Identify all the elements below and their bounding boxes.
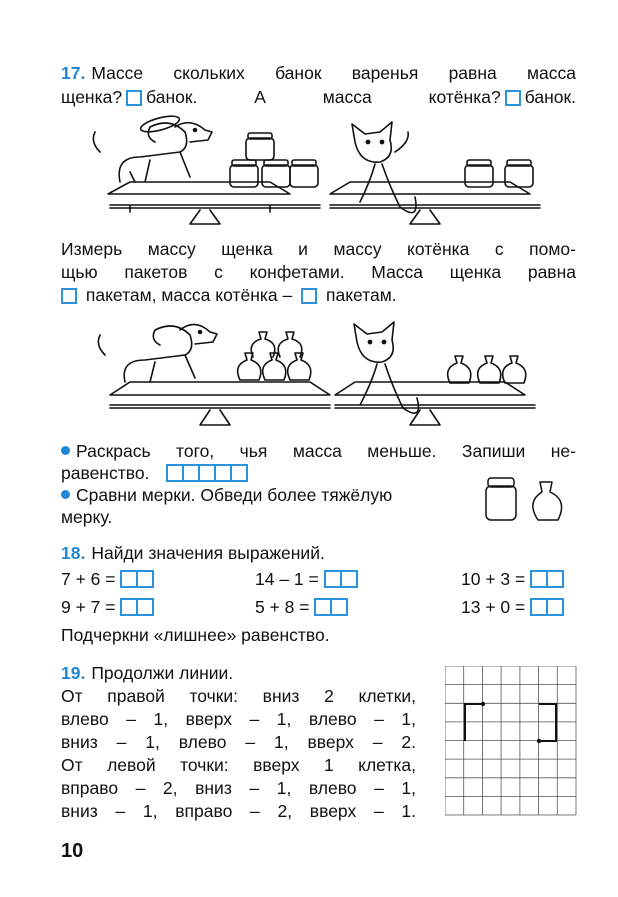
bag-icon [533, 482, 562, 520]
task17-line4: щью пакетов с конфетами. Масса щенка равна [61, 262, 576, 282]
task19-line6: вниз – 1, вправо – 2, вверх – 1. [61, 801, 416, 821]
task19-line3: вниз – 1, влево – 1, вверх – 2. [61, 732, 416, 752]
answer-cells[interactable] [530, 598, 564, 616]
answer-cells[interactable] [120, 598, 154, 616]
jar-and-bag-measures[interactable] [482, 474, 574, 524]
bullet-icon [61, 490, 70, 499]
bullet2-line2: мерку. [61, 507, 113, 527]
bullet1-line1: Раскрась того, чья масса меньше. Запиши не- [61, 440, 576, 462]
expression-3: 10 + 3 = [461, 568, 564, 590]
expression-6: 13 + 0 = [461, 596, 564, 618]
scales-bags-illustration [95, 310, 545, 430]
answer-box-puppy-jars[interactable] [126, 90, 142, 106]
expression-1: 7 + 6 = [61, 568, 154, 590]
task19-line4: От левой точки: вверх 1 клетка, [61, 755, 416, 775]
inequality-answer-cells[interactable] [166, 464, 248, 482]
task17-line1: 17. Массе скольких банок варенья равна масса [61, 63, 576, 83]
answer-cells[interactable] [530, 570, 564, 588]
task17-line3: Измерь массу щенка и массу котёнка с помо- [61, 239, 576, 259]
task18-underline: Подчеркни «лишнее» равенство. [61, 625, 330, 645]
answer-cells[interactable] [324, 570, 358, 588]
answer-box-kitten-jars[interactable] [505, 90, 521, 106]
task17-line2: щенка? банок. А масса котёнка? банок. [61, 87, 576, 107]
task19-line5: вправо – 2, вниз – 1, влево – 1, [61, 778, 416, 798]
answer-box-kitten-bags[interactable] [301, 288, 317, 304]
bullet-icon [61, 446, 70, 455]
drawing-grid[interactable] [445, 666, 577, 816]
task17-line5: пакетам, масса котёнка – пакетам. [61, 284, 397, 306]
answer-box-puppy-bags[interactable] [61, 288, 77, 304]
task19-title: 19. Продолжи линии. [61, 663, 234, 683]
answer-cells[interactable] [314, 598, 348, 616]
task19-line1: От правой точки: вниз 2 клетки, [61, 686, 416, 706]
expression-5: 5 + 8 = [255, 596, 348, 618]
jar-icon [486, 486, 516, 520]
expression-2: 14 – 1 = [255, 568, 358, 590]
left-dot [481, 702, 485, 706]
expression-4: 9 + 7 = [61, 596, 154, 618]
task19-line2: влево – 1, вверх – 1, влево – 1, [61, 709, 416, 729]
scales-jars-illustration [90, 112, 550, 227]
bullet2-line1: Сравни мерки. Обведи более тяжёлую [61, 484, 392, 506]
right-dot [537, 739, 541, 743]
bullet1-line2: равенство. [61, 462, 248, 484]
task18-title: 18. Найди значения выражений. [61, 543, 325, 563]
page-number: 10 [61, 840, 84, 862]
answer-cells[interactable] [120, 570, 154, 588]
